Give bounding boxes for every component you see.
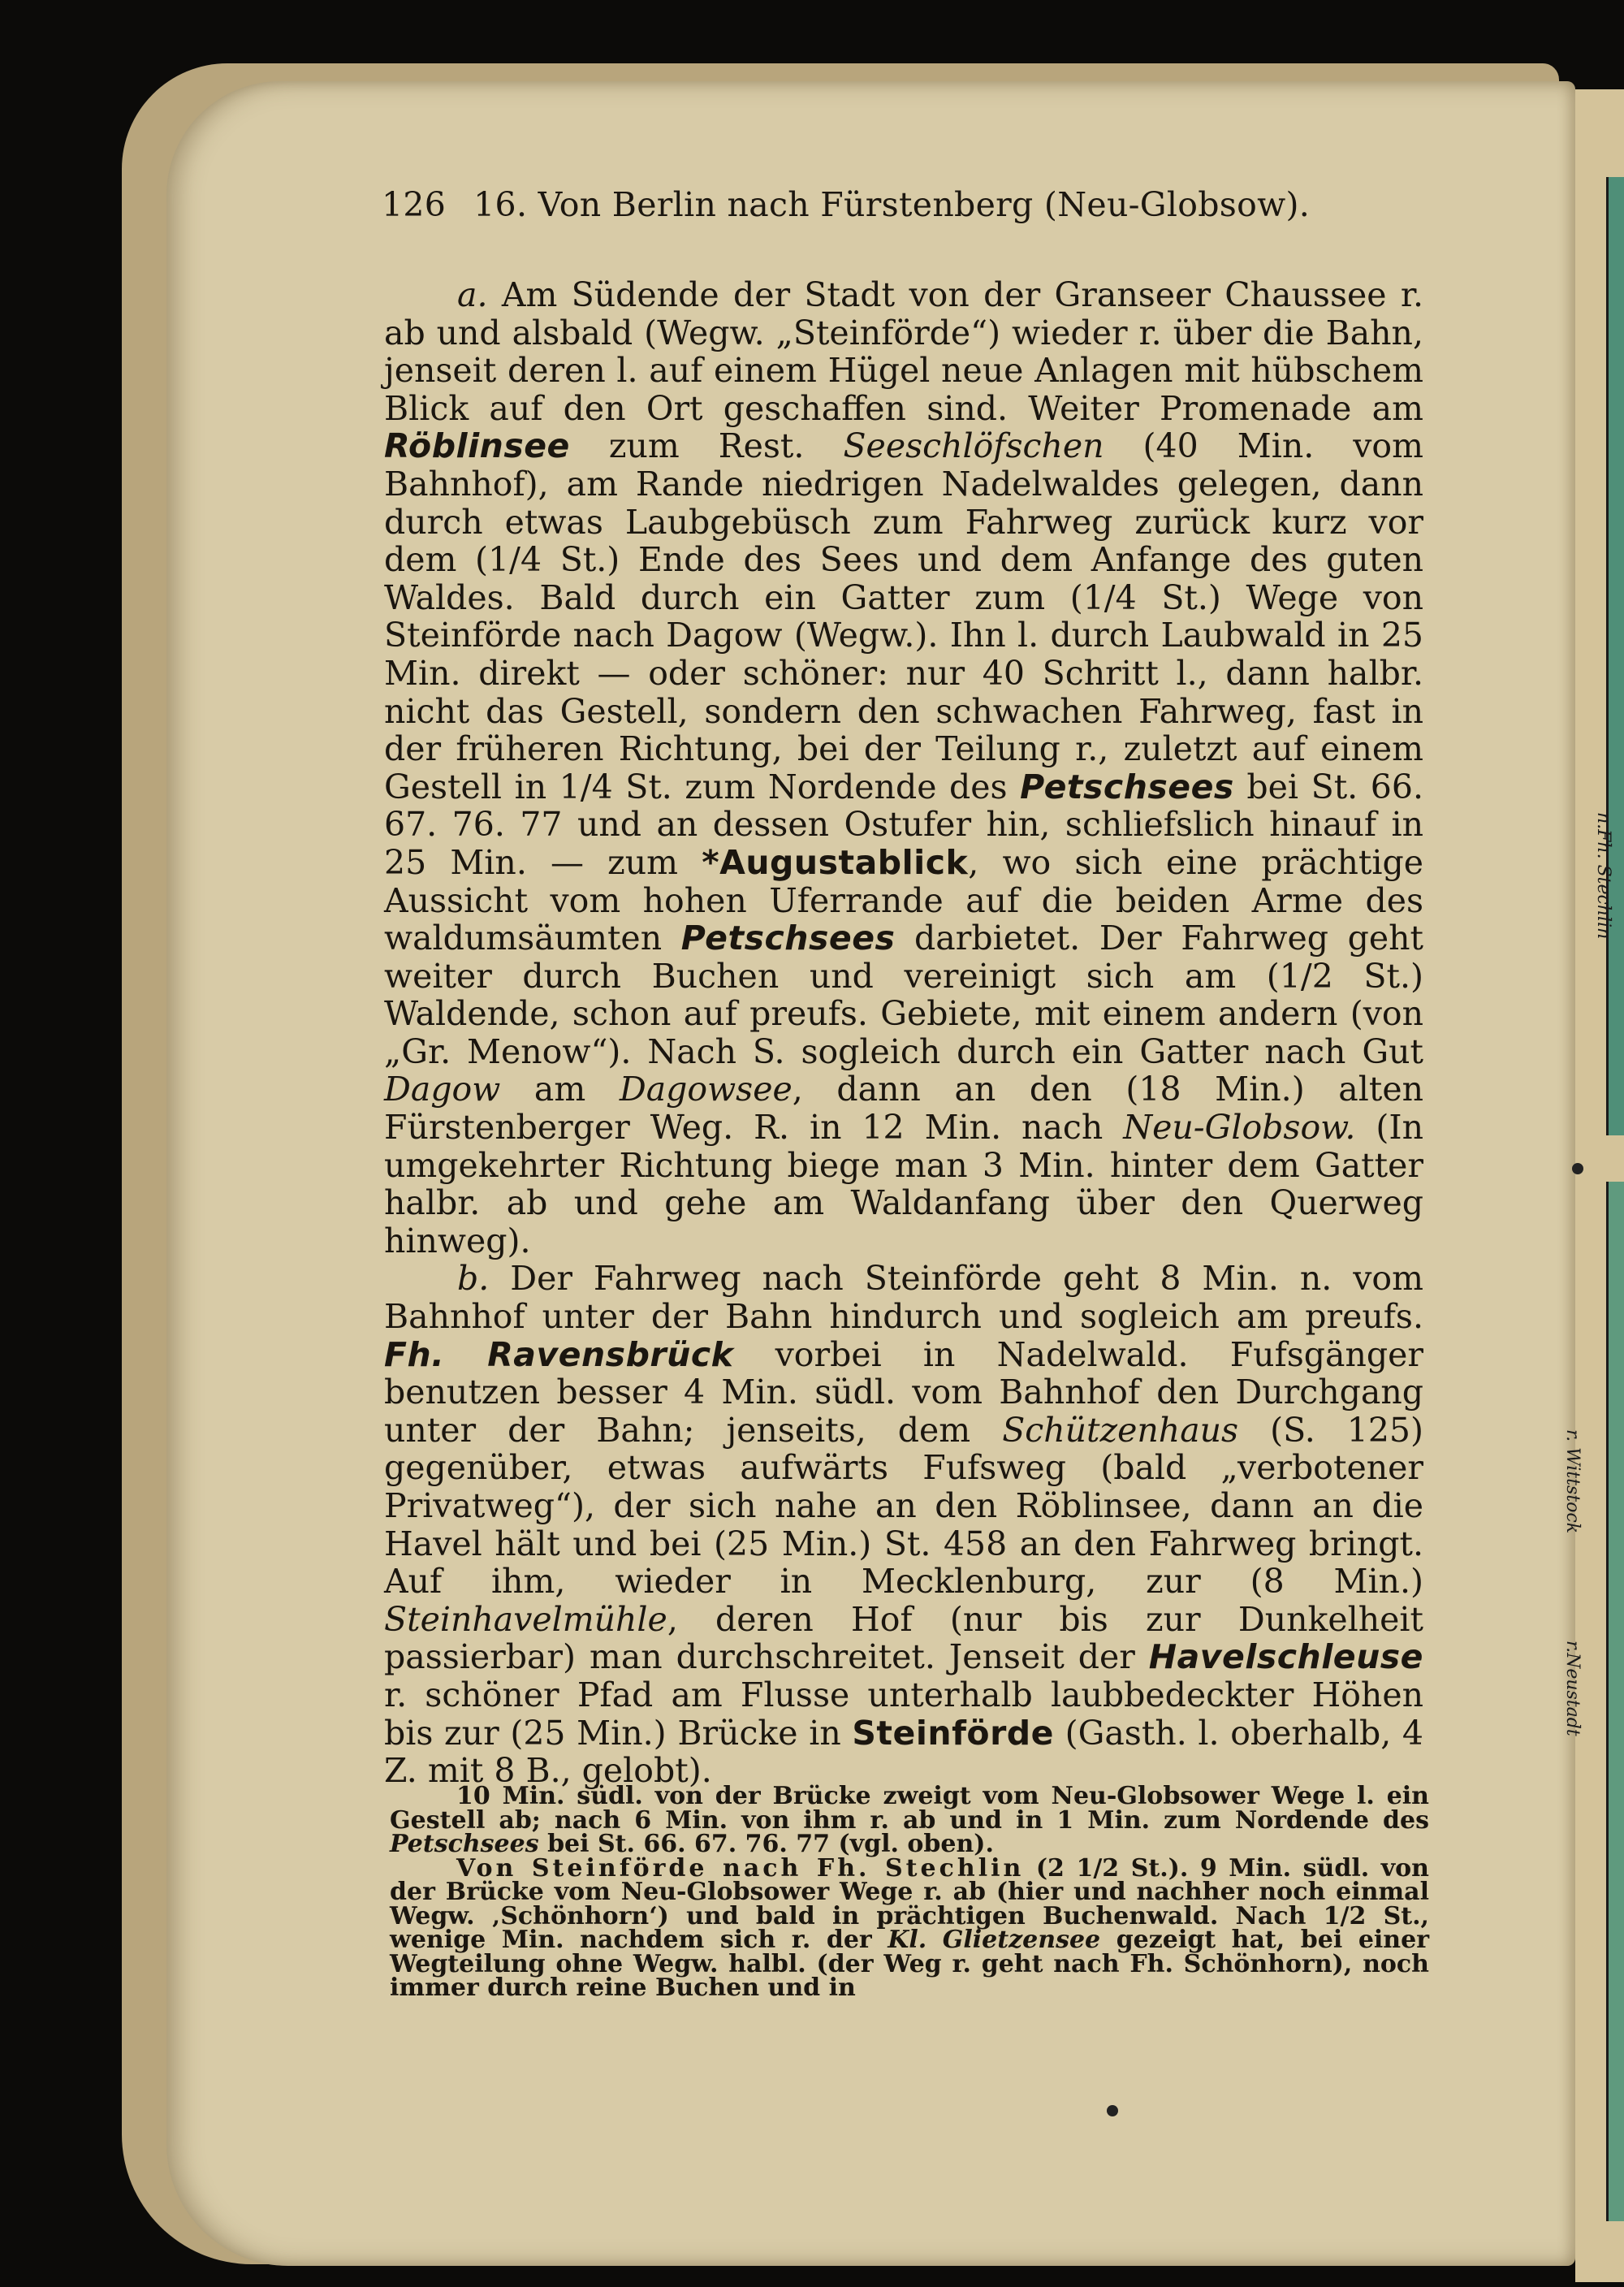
place-name: Neu-Globsow. [1123, 1108, 1356, 1148]
text-run: Der Fahrweg nach Steinförde geht 8 Min. n. vom Bahnhof unter der Bahn hindurch und sogleich am preufs. [384, 1259, 1423, 1337]
text-run: 10 Min. südl. von der Brücke zweigt vom Neu-Globsower Wege l. ein Gestell ab; nach 6 Min. von ihm r. ab und in 1 Min. zum Nordende des [390, 1782, 1429, 1835]
text-run: (S. 125) gegenüber, etwas aufwärts Fufsweg (bald „verbotener Privatweg“), der sich nahe an den Röblinsee, dann an die Havel hält und bei (25 Min.) St. 458 an den Fahrweg bringt. Auf ihm, wieder in Mecklenburg, zur (8 Min.) [384, 1410, 1423, 1602]
text-run: zum Rest. [569, 426, 844, 466]
text-run: (In umgekehrter Richtung biege man 3 Min. hinter dem Gatter halbr. ab und gehe am Waldanfang über den Querweg hinweg). [384, 1108, 1423, 1260]
body-text [384, 276, 1423, 1790]
text-run: (40 Min. vom Bahnhof), am Rande niedrigen Nadelwaldes gelegen, dann durch etwas Laubgebüsch zum Fahrweg zurück kurz vor dem (1/4 St.) Ende des Sees und dem Anfange des guten Waldes. Bald durch ein Gatter zum (1/4 St.) Wege von Steinförde nach Dagow (Wegw.). Ihn l. durch Laubwald in 25 Min. direkt — oder schöner: nur 40 Schritt l., dann halbr. nicht das Gestell, sondern den schwachen Fahrweg, fast in der früheren Richtung, bei der Teilung r., zuletzt auf einem Gestell in 1/4 St. zum Nordende des [384, 426, 1423, 806]
place-name: Havelschleuse [1148, 1637, 1423, 1677]
text-run: , wo sich eine prächtige Aussicht vom hohen Uferrande auf die beiden Arme des waldumsäumten [384, 842, 1424, 958]
note-paragraph-1 [390, 1784, 1429, 1857]
place-name: Dagow [384, 1070, 501, 1109]
text-run: (Gasth. l. oberhalb, 4 Z. mit 8 B., gelobt). [384, 1713, 1424, 1791]
place-name: Fh. Ravensbrück [384, 1334, 734, 1374]
page-header [382, 185, 1310, 224]
page-number: 126 [382, 185, 447, 224]
paragraph-marker: b. [457, 1259, 490, 1299]
text-run: , deren Hof (nur bis zur Dunkelheit passierbar) man durchschreitet. Jenseit der [384, 1599, 1423, 1677]
text-run: am [500, 1070, 620, 1109]
chapter-title: 16. Von Berlin nach Fürstenberg (Neu-Globsow). [473, 185, 1311, 224]
text-run: vorbei in Nadelwald. Fufsgänger benutzen besser 4 Min. südl. vom Bahnhof den Durchgang unter der Bahn; jenseits, dem [384, 1334, 1423, 1450]
place-name: Petschsees [390, 1830, 539, 1858]
map-strip-upper [1606, 177, 1624, 1135]
place-name: Röblinsee [384, 426, 570, 466]
map-strip-lower [1606, 1182, 1624, 2221]
route-heading: Von Steinförde nach Fh. Stechlin [456, 1853, 1025, 1883]
text-run: Am Südende der Stadt von der Granseer Chaussee r. ab und alsbald (Wegw. „Steinförde“) wieder r. über die Bahn, jenseit deren l. auf einem Hügel neue Anlagen mit hübschem Blick auf den Ort geschaffen sind. Weiter Promenade am [384, 275, 1423, 428]
text-run: bei St. 66. 67. 76. 77 (vgl. oben). [538, 1830, 994, 1858]
text-run: darbietet. Der Fahrweg geht weiter durch Buchen und vereinigt sich am (1/2 St.) Waldende, schon auf preufs. Gebiete, mit einem andern (von „Gr. Menow“). Nach S. sogleich durch ein Gatter nach Gut [384, 919, 1423, 1071]
highlight-term: Steinförde [852, 1713, 1054, 1753]
map-label-wittstock: r. Wittstock [1562, 1429, 1583, 1534]
map-label-neustadt: r.Neustadt [1562, 1641, 1583, 1736]
place-name: Kl. Glietzensee [888, 1926, 1101, 1954]
place-name: Seeschlöfschen [843, 426, 1104, 466]
dot-mark [1107, 2105, 1118, 2116]
dot-mark [1572, 1163, 1583, 1174]
paragraph-a [384, 276, 1423, 1260]
paragraph-b [384, 1260, 1423, 1789]
place-name: Schützenhaus [1002, 1410, 1239, 1450]
text-run: , dann an den (18 Min.) alten Fürstenberger Weg. R. in 12 Min. nach [384, 1070, 1423, 1148]
text-run: bei St. 66. 67. 76. 77 und an dessen Ostufer hin, schliefslich hinauf in 25 Min. — zum [384, 767, 1423, 882]
text-run: gezeigt hat, bei einer Wegteilung ohne Wegw. halbl. (der Weg r. geht nach Fh. Schönhorn), noch immer durch reine Buchen und in [390, 1926, 1430, 2002]
place-name: Dagowsee [619, 1070, 793, 1109]
note-paragraph-2 [390, 1853, 1430, 2002]
place-name: Petschsees [680, 919, 896, 958]
text-run: (2 1/2 St.). 9 Min. südl. von der Brücke vom Neu-Globsower Wege r. ab (hier und nachher noch einmal Wegw. ‚Schönhorn‘) und bald in prächtigen Buchenwald. Nach 1/2 St., wenige Min. nachdem sich r. der [390, 1853, 1429, 1954]
map-label-stechlin: n.Fh. Stechlin [1593, 812, 1613, 940]
place-name: Petschsees [1020, 767, 1234, 806]
footnote-text [390, 1784, 1429, 2000]
place-name: Steinhavelmühle [384, 1599, 667, 1639]
text-run: r. schöner Pfad am Flusse unterhalb laubbedeckter Höhen bis zur (25 Min.) Brücke in [384, 1675, 1423, 1753]
paragraph-marker: a. [457, 275, 488, 314]
highlight-term: *Augustablick [702, 842, 969, 882]
